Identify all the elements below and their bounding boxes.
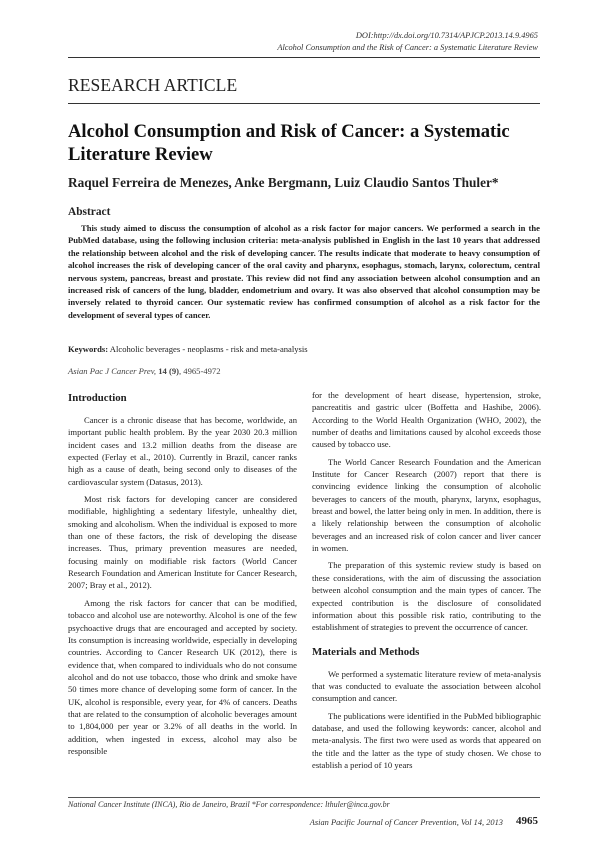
- keywords-text: Alcoholic beverages - neoplasms - risk and meta-analysis: [109, 344, 308, 354]
- abstract-heading: Abstract: [68, 206, 111, 218]
- intro-paragraph: Cancer is a chronic disease that has become, worldwide, an important public health problem. By the year 2030 20.3 million incident cases and 13.2 million deaths from the disease are expected (Ferlay et al., 2010). Currently in Brazil, cancer ranks high as a cause of death, being second only to diseases of the cardiovascular system (Datasus, 2013).: [68, 415, 297, 487]
- intro-paragraph: The preparation of this systemic review study is based on these considerations, with the aim of discussing the association between alcohol consumption and the main types of cancer. The expected contribution is the disclosure of consolidated information about this possible risk ratio, contributing to the establishment of strategies to prevent the occurrence of cancer.: [312, 560, 541, 633]
- intro-paragraph: Most risk factors for developing cancer are considered modifiable, highlighting a sedentary lifestyle, unhealthy diet, smoking and alcoholism. When the individual is exposed to more than one of these factors, the risk of developing the disease increases. Thus, primary prevention measures are needed, focusing mainly on modifiable risk factors (World Cancer Research Foundation and American Institute for Cancer Research, 2007; Bray et al., 2012).: [68, 494, 297, 591]
- article-title: Alcohol Consumption and Risk of Cancer: a Systematic Literature Review: [68, 121, 510, 165]
- citation-pages: , 4965-4972: [178, 366, 221, 376]
- page-number: 4965: [516, 815, 538, 827]
- footnote-rule: [68, 797, 540, 798]
- citation-volume: 14 (9): [158, 366, 179, 376]
- left-column: [68, 392, 297, 762]
- running-title: Alcohol Consumption and the Risk of Cancer: a Systematic Literature Review: [277, 43, 538, 52]
- affiliation-footnote: National Cancer Institute (INCA), Rio de Janeiro, Brazil *For correspondence: lthuler@inca.gov.br: [68, 800, 390, 809]
- citation: [68, 366, 221, 376]
- title-rule: [68, 103, 540, 104]
- top-rule: [68, 57, 540, 58]
- keywords-label: Keywords:: [68, 344, 109, 354]
- intro-paragraph: The World Cancer Research Foundation and the American Institute for Cancer Research (2007) report that there is convincing evidence linking the consumption of alcoholic beverages to cancers of the mouth, pharynx, larynx, esophagus, breast and bowel, the latter being only in men. In addition, there is a likely relationship between the consumption of alcoholic beverages and an increased risk of colon cancer and liver cancer in women.: [312, 456, 541, 554]
- intro-paragraph: Among the risk factors for cancer that can be modified, tobacco and alcohol use are noteworthy. Alcohol is one of the few psychoactive drugs that are encouraged and accepted by society. Its consumption is increasing worldwide, especially in developing countries. According to Cancer Research UK (2012), there is evidence that, when compared to individuals who do not consume alcohol and do not use tobacco, those who drink and smoke have 50 times more chance of developing some form of cancer. In the UK, alcohol is responsible, every year, for 4% of cancers. Deaths that are related to the consumption of alcoholic beverages amount to 1,804,000 per year or 3.2% of all deaths in the world. In addition, when ingested in excess, alcohol may also be responsible: [68, 597, 297, 756]
- right-column: [312, 389, 541, 776]
- authors: Raquel Ferreira de Menezes, Anke Bergmann, Luiz Claudio Santos Thuler*: [68, 175, 499, 190]
- journal-footer: Asian Pacific Journal of Cancer Prevention, Vol 14, 2013: [309, 818, 503, 827]
- citation-journal: Asian Pac J Cancer Prev,: [68, 366, 157, 376]
- section-label: RESEARCH ARTICLE: [68, 75, 238, 95]
- keywords: [68, 344, 540, 354]
- introduction-heading: Introduction: [68, 392, 127, 404]
- continued-paragraph: for the development of heart disease, hypertension, stroke, pancreatitis and gastric ulcer (Boffetta and Hashibe, 2006). According to the World Health Organization (WHO, 2002), the number of deaths and limitations caused by alcohol exceeds those caused by tobacco use.: [312, 390, 541, 450]
- abstract-text: This study aimed to discuss the consumption of alcohol as a risk factor for major cancers. We performed a search in the PubMed database, using the following inclusion criteria: meta-analysis published in English in the last 10 years that addressed the relationship between alcohol and the risk of developing cancer. The results indicate that moderate to heavy consumption of alcohol increases the risk of developing cancer of the oral cavity and pharynx, esophagus, stomach, larynx, colorectum, central nervous system, pancreas, breast and prostate. This review did not find any association between alcohol consumption and an increased risk of cancers of the lung, bladder, endometrium and ovary. It was also observed that alcohol consumption may be inversely related to thyroid cancer. Our systematic review has confirmed consumption of alcohol as a risk factor for the development of several types of cancer.: [68, 223, 540, 320]
- methods-paragraph: We performed a systematic literature review of meta-analysis that was conducted to evaluate the association between alcohol consumption and cancer.: [312, 668, 541, 704]
- methods-paragraph: The publications were identified in the PubMed bibliographic database, and used the following keywords: cancer, alcohol and meta-analysis. The first two were used as words that appeared on the title and the latter as the type of study chosen. We chose to establish a period of 10 years: [312, 710, 541, 770]
- methods-heading: Materials and Methods: [312, 645, 420, 658]
- doi-header[interactable]: DOI:http://dx.doi.org/10.7314/APJCP.2013.14.9.4965: [355, 31, 538, 40]
